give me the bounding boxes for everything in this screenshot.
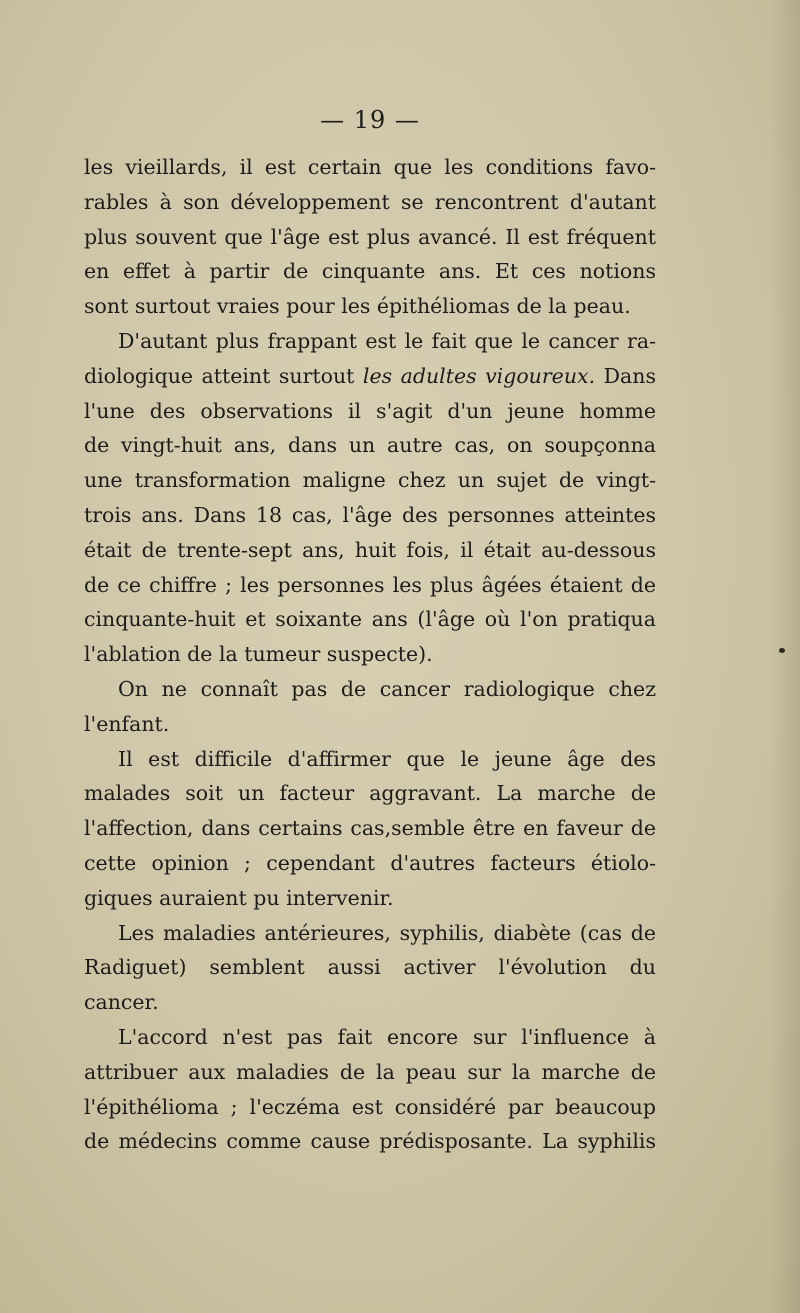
- text-fragment: diologique atteint surtout: [84, 363, 355, 388]
- page-number: — 19 —: [320, 106, 420, 134]
- text-line: On ne connaît pas de cancer radiologique chez: [118, 676, 656, 701]
- text-line: malades soit un facteur aggravant. La marche de: [84, 781, 656, 806]
- text-line: D'autant plus frappant est le fait que le cancer ra-: [118, 328, 656, 353]
- text-line: plus souvent que l'âge est plus avancé. Il est fréquent: [84, 224, 656, 249]
- text-line: sont surtout vraies pour les épithéliomas de la peau.: [84, 294, 631, 319]
- text-line: l'épithélioma ; l'eczéma est considéré par beaucoup: [84, 1094, 656, 1119]
- text-line: une transformation maligne chez un sujet de vingt-: [84, 468, 656, 493]
- text-line: l'enfant.: [84, 711, 170, 736]
- text-line: cancer.: [84, 990, 159, 1015]
- text-line: de ce chiffre ; les personnes les plus âgées étaient de: [84, 572, 656, 597]
- text-line: l'affection, dans certains cas,semble être en faveur de: [84, 816, 656, 841]
- text-line: rables à son développement se rencontrent d'autant: [84, 189, 656, 214]
- text-line: de médecins comme cause prédisposante. La syphilis: [84, 1129, 656, 1154]
- text-line: l'une des observations il s'agit d'un jeune homme: [84, 398, 656, 423]
- text-line: en effet à partir de cinquante ans. Et ces notions: [84, 259, 656, 284]
- text-line: était de trente-sept ans, huit fois, il était au-dessous: [84, 537, 656, 562]
- text-line: cinquante-huit et soixante ans (l'âge où l'on pratiqua: [84, 607, 656, 632]
- text-line: Les maladies antérieures, syphilis, diabète (cas de: [118, 920, 656, 945]
- italic-phrase: les adultes vigoureux.: [362, 363, 596, 388]
- text-line: attribuer aux maladies de la peau sur la marche de: [84, 1059, 656, 1084]
- text-line: Radiguet) semblent aussi activer l'évolution du: [84, 955, 656, 980]
- text-line: L'accord n'est pas fait encore sur l'influence à: [118, 1024, 656, 1049]
- text-line: les vieillards, il est certain que les conditions favo-: [84, 155, 656, 179]
- page-edge-shadow: [770, 0, 800, 1313]
- text-line: trois ans. Dans 18 cas, l'âge des personnes atteintes: [84, 502, 656, 527]
- body-text: [84, 150, 656, 1159]
- text-line: l'ablation de la tumeur suspecte).: [84, 642, 433, 667]
- text-line: [84, 359, 656, 394]
- text-line: Il est difficile d'affirmer que le jeune âge des: [118, 746, 656, 771]
- text-fragment: Dans: [603, 363, 656, 388]
- text-line: giques auraient pu intervenir.: [84, 885, 394, 910]
- text-line: cette opinion ; cependant d'autres facteurs étiolo-: [84, 850, 656, 875]
- text-line: de vingt-huit ans, dans un autre cas, on soupçonna: [84, 433, 656, 458]
